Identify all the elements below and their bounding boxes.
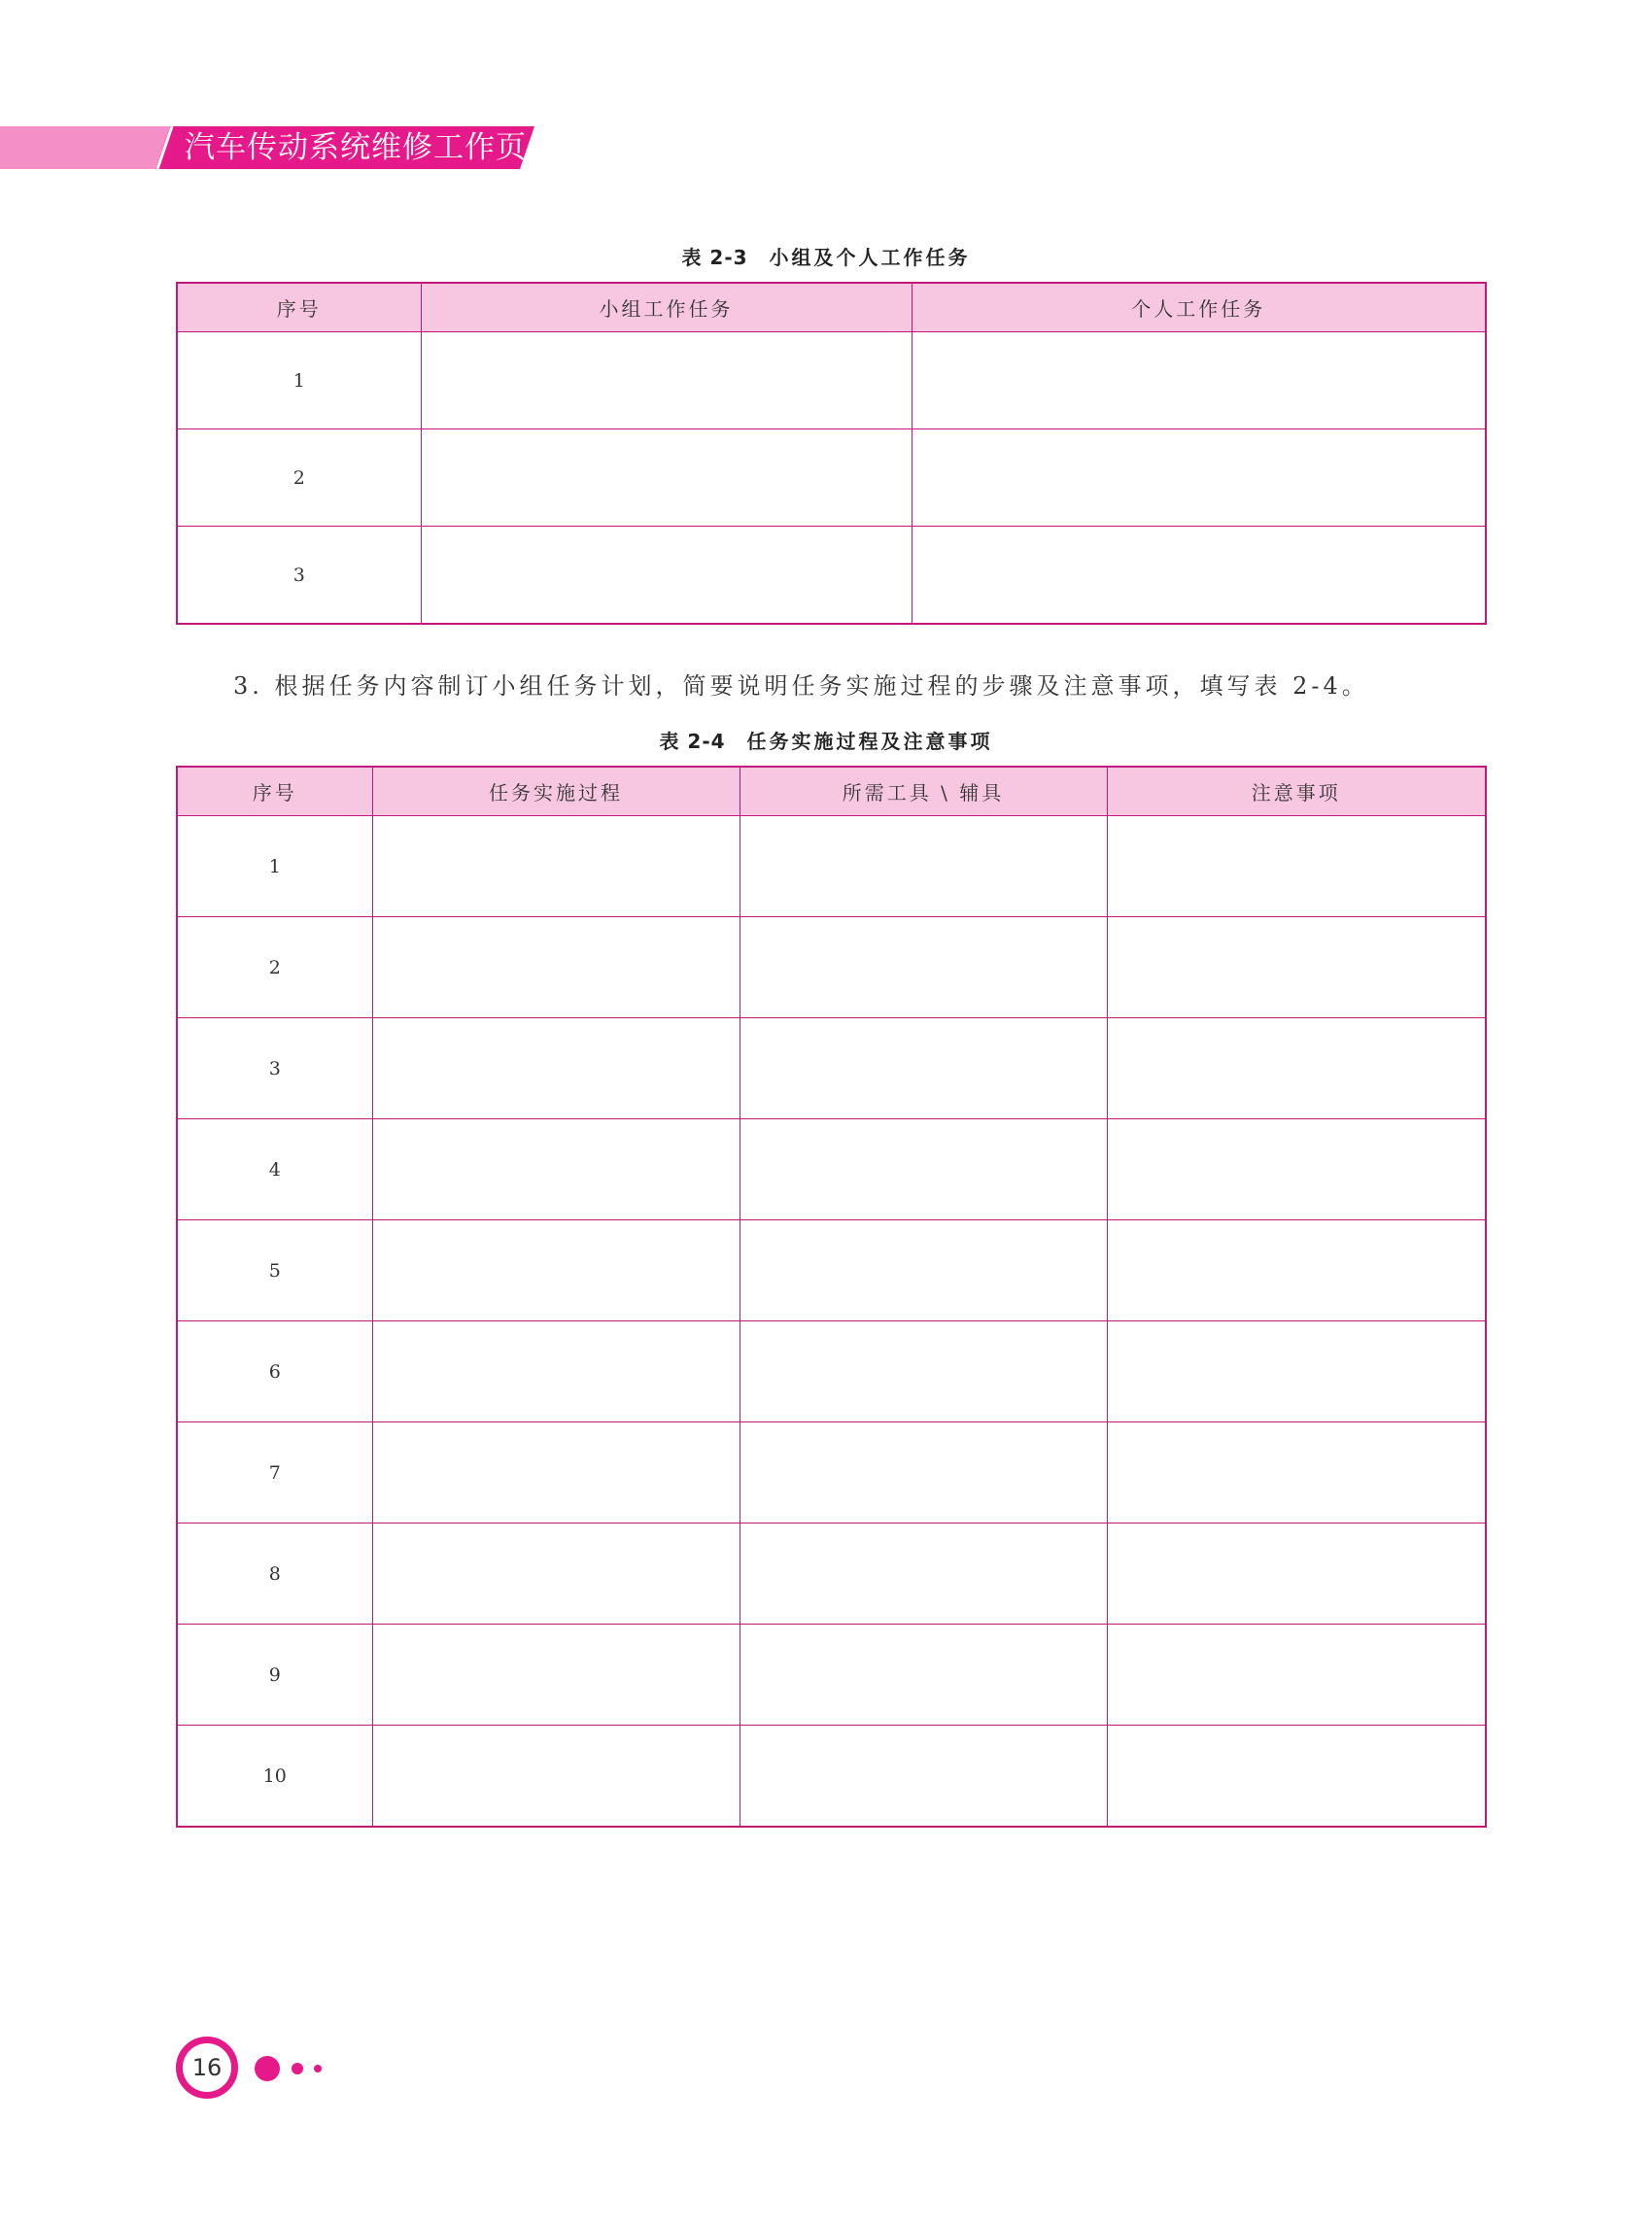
table-task-process bbox=[176, 766, 1487, 1828]
col-header-tools: 所需工具 \ 辅具 bbox=[740, 767, 1107, 816]
notes-cell[interactable] bbox=[1107, 816, 1486, 917]
header-banner bbox=[0, 126, 544, 169]
notes-cell[interactable] bbox=[1107, 1220, 1486, 1321]
row-index: 8 bbox=[177, 1524, 372, 1625]
row-index: 1 bbox=[177, 816, 372, 917]
row-index: 1 bbox=[177, 332, 421, 429]
tools-cell[interactable] bbox=[740, 1018, 1107, 1119]
process-cell[interactable] bbox=[372, 1726, 740, 1828]
table-row bbox=[177, 1119, 1486, 1220]
col-header-index: 序号 bbox=[177, 283, 421, 332]
process-cell[interactable] bbox=[372, 1321, 740, 1422]
tools-cell[interactable] bbox=[740, 1726, 1107, 1828]
individual-task-cell[interactable] bbox=[912, 429, 1486, 527]
col-header-notes: 注意事项 bbox=[1107, 767, 1486, 816]
table-group-individual-tasks bbox=[176, 282, 1487, 625]
process-cell[interactable] bbox=[372, 1422, 740, 1524]
tools-cell[interactable] bbox=[740, 1422, 1107, 1524]
process-cell[interactable] bbox=[372, 1625, 740, 1726]
process-cell[interactable] bbox=[372, 1119, 740, 1220]
group-task-cell[interactable] bbox=[421, 527, 912, 625]
table-row bbox=[177, 332, 1486, 429]
table-row bbox=[177, 1018, 1486, 1119]
caption-title: 任务实施过程及注意事项 bbox=[746, 730, 993, 753]
notes-cell[interactable] bbox=[1107, 1524, 1486, 1625]
table-header-row bbox=[177, 767, 1486, 816]
caption-number: 表 2-3 bbox=[681, 246, 748, 269]
col-header-process: 任务实施过程 bbox=[372, 767, 740, 816]
table-row bbox=[177, 1625, 1486, 1726]
table-row bbox=[177, 1321, 1486, 1422]
process-cell[interactable] bbox=[372, 816, 740, 917]
process-cell[interactable] bbox=[372, 917, 740, 1018]
caption-number: 表 2-4 bbox=[659, 730, 726, 753]
notes-cell[interactable] bbox=[1107, 1119, 1486, 1220]
caption-title: 小组及个人工作任务 bbox=[769, 246, 971, 269]
tools-cell[interactable] bbox=[740, 1625, 1107, 1726]
table-row bbox=[177, 1524, 1486, 1625]
individual-task-cell[interactable] bbox=[912, 527, 1486, 625]
process-cell[interactable] bbox=[372, 1220, 740, 1321]
instruction-paragraph: 3. 根据任务内容制订小组任务计划，简要说明任务实施过程的步骤及注意事项，填写表 2-4。 bbox=[233, 672, 1369, 700]
row-index: 7 bbox=[177, 1422, 372, 1524]
table-row bbox=[177, 816, 1486, 917]
notes-cell[interactable] bbox=[1107, 1018, 1486, 1119]
tools-cell[interactable] bbox=[740, 1524, 1107, 1625]
table-header-row bbox=[177, 283, 1486, 332]
row-index: 2 bbox=[177, 917, 372, 1018]
process-cell[interactable] bbox=[372, 1524, 740, 1625]
row-index: 5 bbox=[177, 1220, 372, 1321]
group-task-cell[interactable] bbox=[421, 332, 912, 429]
notes-cell[interactable] bbox=[1107, 1726, 1486, 1828]
col-header-index: 序号 bbox=[177, 767, 372, 816]
row-index: 9 bbox=[177, 1625, 372, 1726]
table-row bbox=[177, 1422, 1486, 1524]
row-index: 2 bbox=[177, 429, 421, 527]
notes-cell[interactable] bbox=[1107, 1321, 1486, 1422]
row-index: 3 bbox=[177, 527, 421, 625]
tools-cell[interactable] bbox=[740, 1321, 1107, 1422]
row-index: 3 bbox=[177, 1018, 372, 1119]
table-row bbox=[177, 527, 1486, 625]
row-index: 4 bbox=[177, 1119, 372, 1220]
notes-cell[interactable] bbox=[1107, 917, 1486, 1018]
table-row bbox=[177, 1726, 1486, 1828]
decorative-dot bbox=[255, 2056, 280, 2081]
row-index: 6 bbox=[177, 1321, 372, 1422]
decorative-dot bbox=[314, 2065, 322, 2072]
notes-cell[interactable] bbox=[1107, 1422, 1486, 1524]
table-2-4-caption bbox=[0, 726, 1652, 754]
tools-cell[interactable] bbox=[740, 917, 1107, 1018]
table-row bbox=[177, 429, 1486, 527]
decorative-dot bbox=[292, 2063, 303, 2074]
header-title: 汽车传动系统维修工作页 bbox=[185, 130, 527, 165]
col-header-individual-task: 个人工作任务 bbox=[912, 283, 1486, 332]
notes-cell[interactable] bbox=[1107, 1625, 1486, 1726]
table-2-3-caption bbox=[0, 242, 1652, 270]
group-task-cell[interactable] bbox=[421, 429, 912, 527]
process-cell[interactable] bbox=[372, 1018, 740, 1119]
individual-task-cell[interactable] bbox=[912, 332, 1486, 429]
row-index: 10 bbox=[177, 1726, 372, 1828]
col-header-group-task: 小组工作任务 bbox=[421, 283, 912, 332]
tools-cell[interactable] bbox=[740, 816, 1107, 917]
table-row bbox=[177, 917, 1486, 1018]
tools-cell[interactable] bbox=[740, 1119, 1107, 1220]
tools-cell[interactable] bbox=[740, 1220, 1107, 1321]
table-row bbox=[177, 1220, 1486, 1321]
page-number: 16 bbox=[176, 2037, 238, 2099]
